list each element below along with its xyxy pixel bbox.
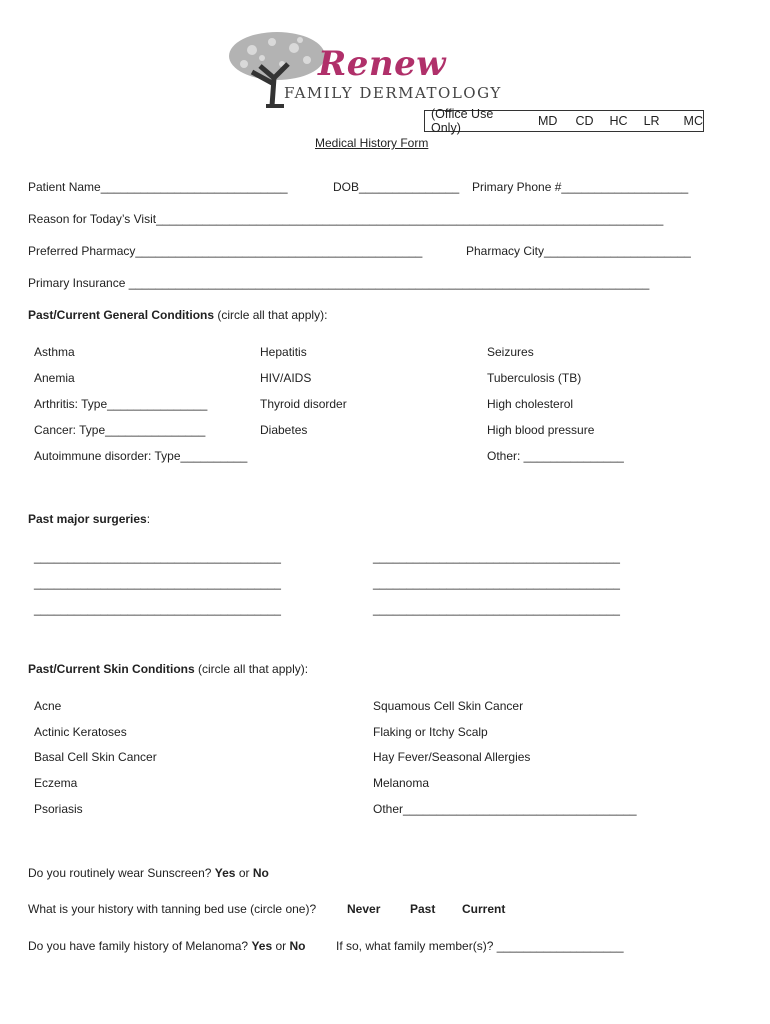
- form-title: Medical History Form: [315, 136, 429, 150]
- pharmacy-city-field[interactable]: Pharmacy City______________________: [466, 244, 691, 258]
- condition-arthritis[interactable]: Arthritis: Type_______________: [34, 397, 208, 411]
- office-code-lr[interactable]: LR: [643, 114, 660, 128]
- condition-tuberculosis[interactable]: Tuberculosis (TB): [487, 371, 582, 385]
- office-code-md[interactable]: MD: [537, 114, 558, 128]
- skin-other[interactable]: Other___________________________________: [373, 802, 637, 816]
- family-member-field[interactable]: If so, what family member(s)? ___________________: [336, 939, 624, 953]
- condition-anemia[interactable]: Anemia: [34, 371, 75, 385]
- surgery-line[interactable]: _____________________________________: [34, 602, 281, 616]
- sunscreen-yes[interactable]: Yes: [214, 866, 236, 880]
- skin-conditions-heading: [28, 662, 308, 676]
- condition-other[interactable]: Other: _______________: [487, 449, 624, 463]
- skin-hay-fever[interactable]: Hay Fever/Seasonal Allergies: [373, 750, 531, 764]
- condition-diabetes[interactable]: Diabetes: [260, 423, 308, 437]
- condition-high-cholesterol[interactable]: High cholesterol: [487, 397, 574, 411]
- condition-autoimmune[interactable]: Autoimmune disorder: Type__________: [34, 449, 248, 463]
- tanning-never[interactable]: Never: [347, 902, 381, 916]
- tanning-current[interactable]: Current: [462, 902, 506, 916]
- skin-heading-bold: Past/Current Skin Conditions: [28, 662, 195, 676]
- condition-thyroid[interactable]: Thyroid disorder: [260, 397, 347, 411]
- general-conditions-heading: [28, 308, 327, 322]
- skin-actinic-keratoses[interactable]: Actinic Keratoses: [34, 725, 127, 739]
- sunscreen-no[interactable]: No: [252, 866, 269, 880]
- condition-asthma[interactable]: Asthma: [34, 345, 75, 359]
- sunscreen-or: or: [238, 866, 250, 880]
- surgery-line[interactable]: _____________________________________: [373, 602, 620, 616]
- office-code-cd[interactable]: CD: [575, 114, 594, 128]
- surgery-line[interactable]: _____________________________________: [34, 576, 281, 590]
- skin-flaking-scalp[interactable]: Flaking or Itchy Scalp: [373, 725, 488, 739]
- skin-squamous-cell[interactable]: Squamous Cell Skin Cancer: [373, 699, 524, 713]
- family-history-question: [28, 939, 306, 953]
- tanning-question: What is your history with tanning bed use (circle one)?: [28, 902, 317, 916]
- reason-field[interactable]: Reason for Today’s Visit____________________________________________________________________________: [28, 212, 664, 226]
- condition-hiv-aids[interactable]: HIV/AIDS: [260, 371, 312, 385]
- skin-acne[interactable]: Acne: [34, 699, 62, 713]
- office-use-box: [424, 107, 704, 135]
- skin-psoriasis[interactable]: Psoriasis: [34, 802, 83, 816]
- primary-insurance-field[interactable]: Primary Insurance ______________________________________________________________________________: [28, 276, 650, 290]
- family-or: or: [275, 939, 287, 953]
- skin-eczema[interactable]: Eczema: [34, 776, 78, 790]
- brand-subtitle: FAMILY DERMATOLOGY: [284, 84, 502, 102]
- condition-seizures[interactable]: Seizures: [487, 345, 534, 359]
- surgery-line[interactable]: _____________________________________: [34, 550, 281, 564]
- tanning-past[interactable]: Past: [410, 902, 436, 916]
- surgery-line[interactable]: _____________________________________: [373, 576, 620, 590]
- family-yes[interactable]: Yes: [251, 939, 273, 953]
- primary-phone-field[interactable]: Primary Phone #___________________: [472, 180, 689, 194]
- skin-basal-cell[interactable]: Basal Cell Skin Cancer: [34, 750, 157, 764]
- office-code-mc[interactable]: MC: [683, 114, 703, 128]
- surgeries-heading: [28, 512, 150, 526]
- sunscreen-question-text: Do you routinely wear Sunscreen?: [28, 866, 212, 880]
- surgeries-heading-bold: Past major surgeries: [28, 512, 147, 526]
- office-code-hc[interactable]: HC: [609, 114, 628, 128]
- condition-high-blood-pressure[interactable]: High blood pressure: [487, 423, 595, 437]
- family-no[interactable]: No: [289, 939, 306, 953]
- preferred-pharmacy-field[interactable]: Preferred Pharmacy___________________________________________: [28, 244, 423, 258]
- surgery-line[interactable]: _____________________________________: [373, 550, 620, 564]
- condition-cancer[interactable]: Cancer: Type_______________: [34, 423, 206, 437]
- condition-hepatitis[interactable]: Hepatitis: [260, 345, 307, 359]
- surgeries-heading-rest: :: [146, 512, 151, 526]
- family-question-text: Do you have family history of Melanoma?: [28, 939, 249, 953]
- sunscreen-question: [28, 866, 269, 880]
- general-heading-rest: (circle all that apply):: [214, 308, 328, 322]
- patient-name-field[interactable]: Patient Name____________________________: [28, 180, 288, 194]
- dob-field[interactable]: DOB_______________: [333, 180, 460, 194]
- skin-heading-rest: (circle all that apply):: [194, 662, 309, 676]
- brand-name: Renew: [318, 44, 447, 84]
- office-use-label: (Office Use Only): [431, 107, 494, 135]
- general-heading-bold: Past/Current General Conditions: [28, 308, 215, 322]
- skin-melanoma[interactable]: Melanoma: [373, 776, 430, 790]
